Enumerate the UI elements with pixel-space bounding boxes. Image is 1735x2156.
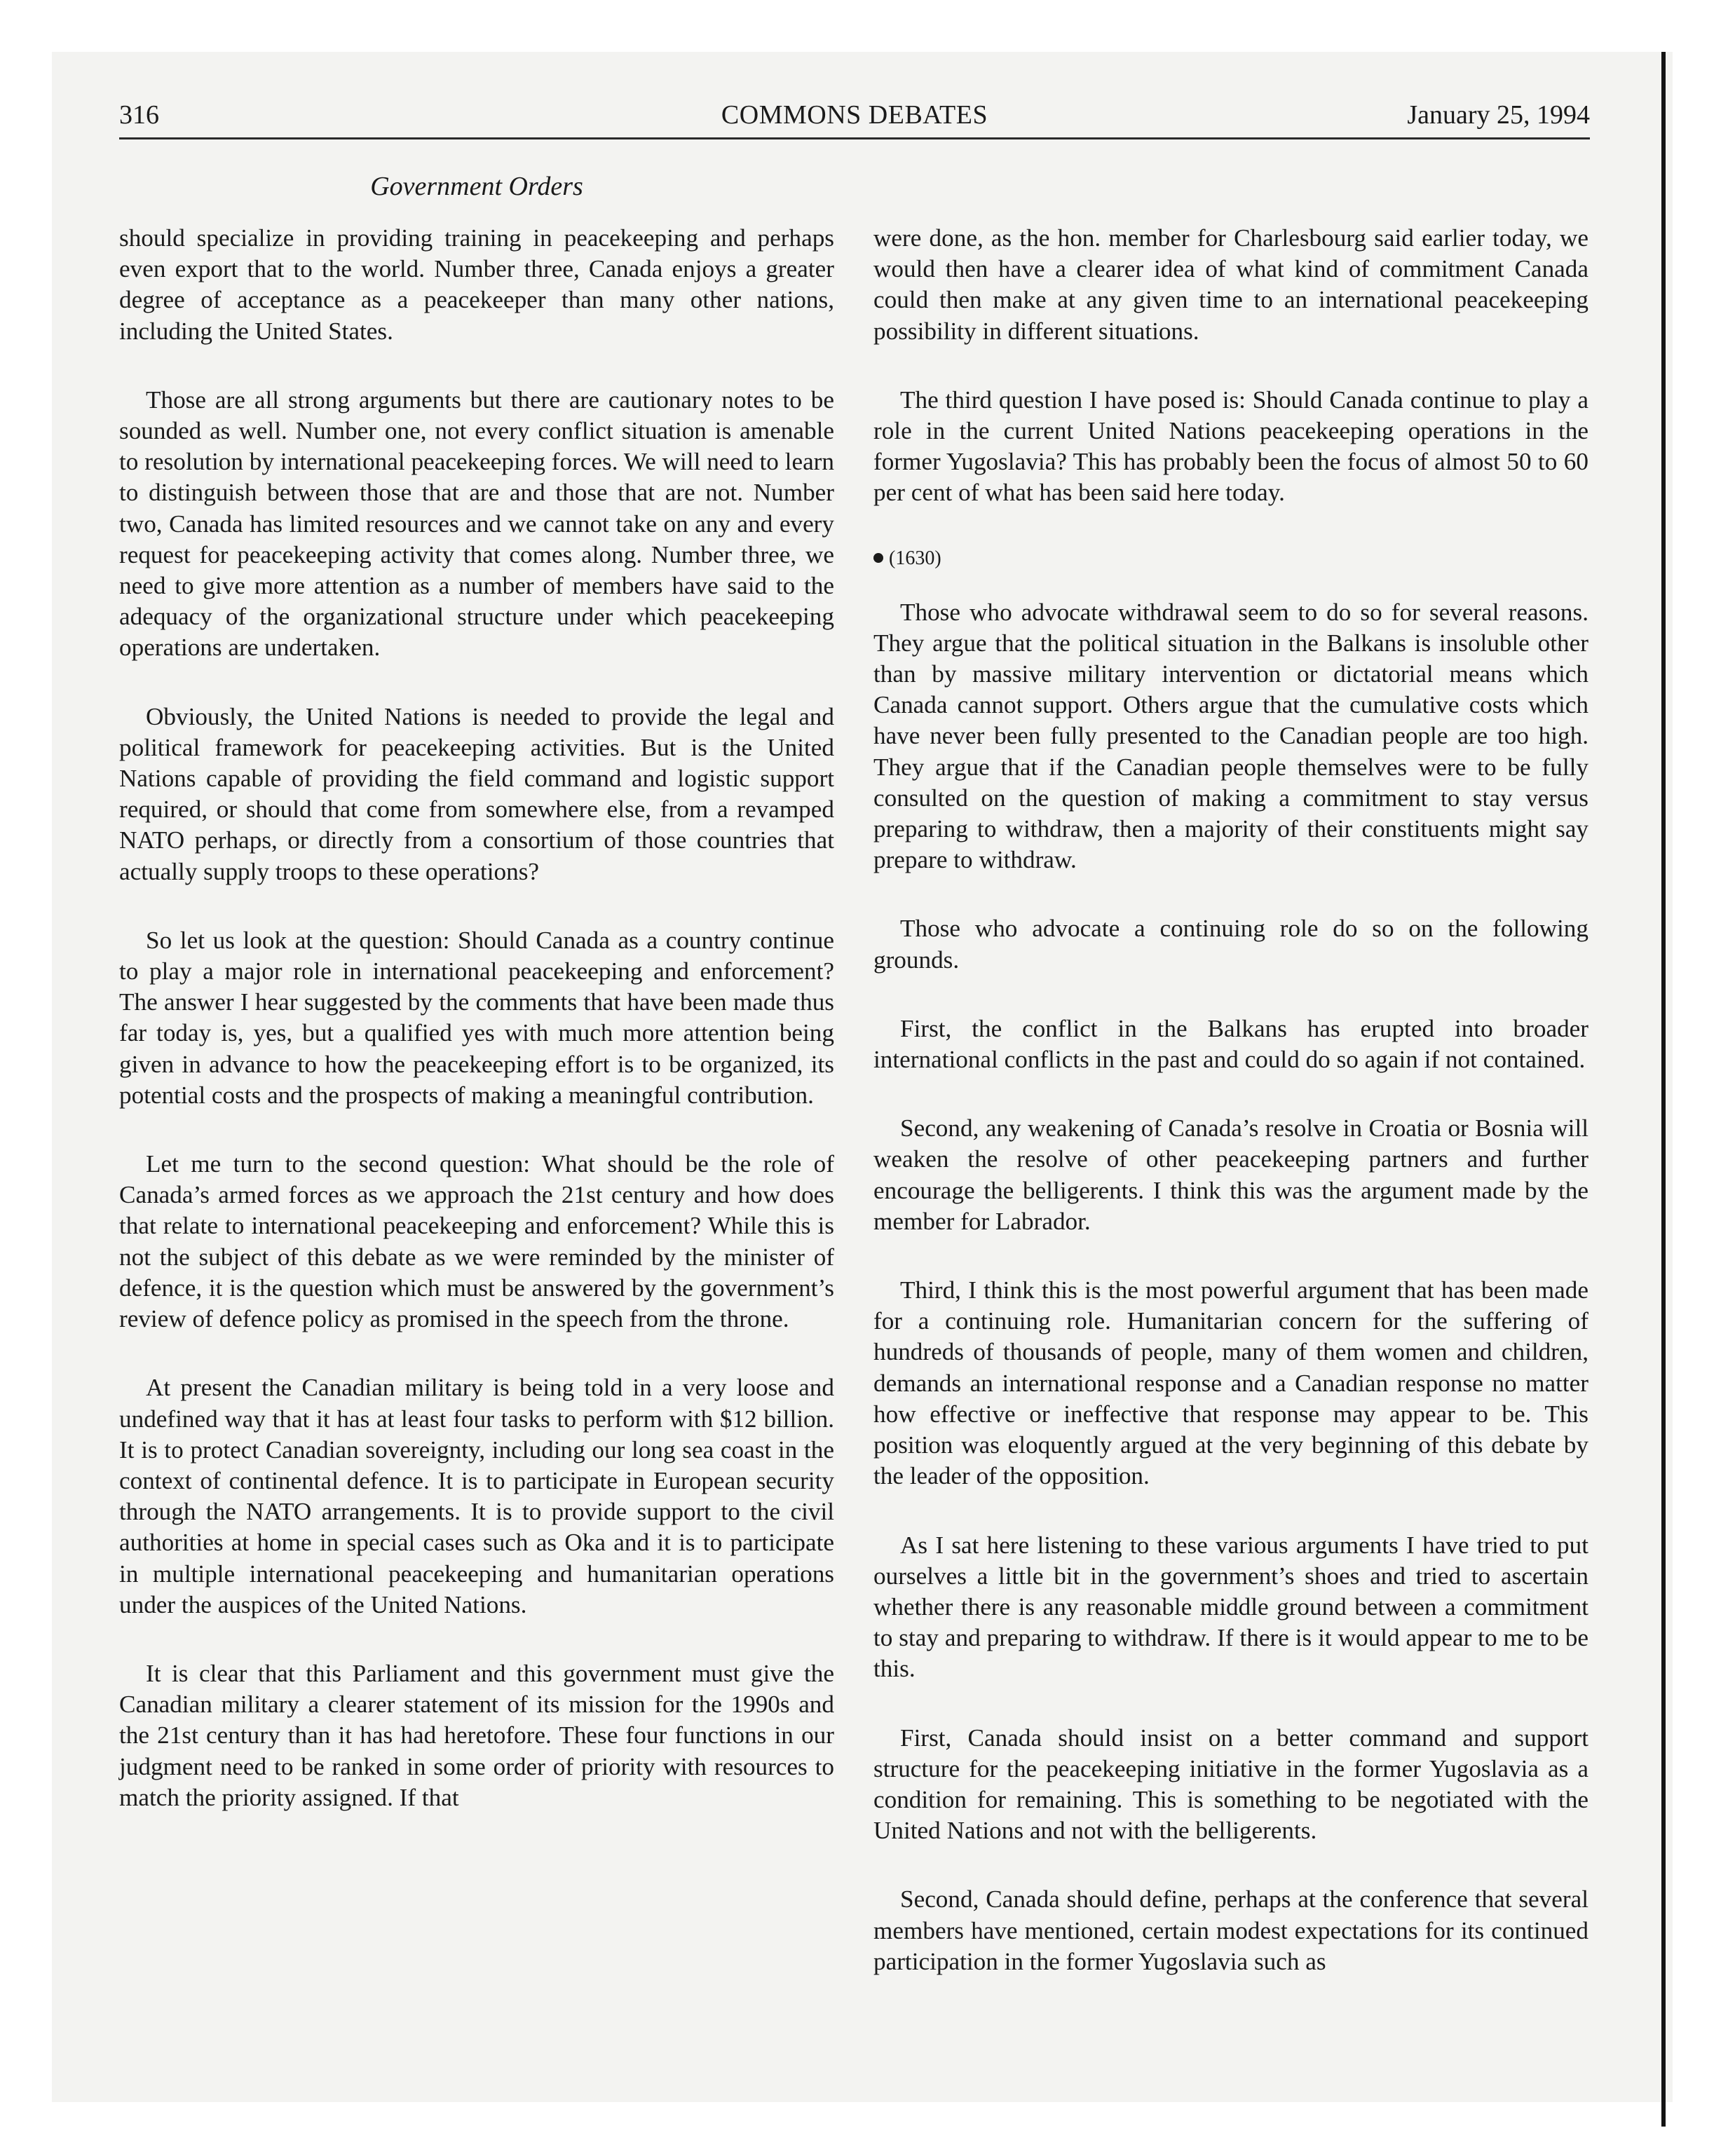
paragraph: Let me turn to the second question: What should be the role of Canada’s armed forces as we approach the 21st century and how does that relate to international peacekeeping and enforcement? While this is not the subject of this debate as we were reminded by the minister of defence, it is the question which must be answered by the government’s review of defence policy as promised in the speech from the throne. bbox=[119, 1150, 834, 1333]
paragraph: Obviously, the United Nations is needed to provide the legal and political framework for peacekeeping activities. But is the United Nations capable of providing the field command and logistic support required, or should that come from somewhere else, from a revamped NATO perhaps, or directly from a consortium of those countries that actually supply troops to these operations? bbox=[119, 702, 834, 885]
right-column bbox=[873, 223, 1588, 2015]
paragraph: Third, I think this is the most powerful argument that has been made for a continuing role. Humanitarian concern for the suffering of hundreds of thousands of people, many of them women and children, demands an international response and a Canadian response no matter how effective or ineffective that response may appear to be. This position was eloquently argued at the very beginning of this debate by the leader of the opposition. bbox=[873, 1276, 1588, 1490]
running-header bbox=[119, 100, 1590, 140]
header-divider bbox=[119, 137, 1590, 139]
paragraph: were done, as the hon. member for Charlesbourg said earlier today, we would then have a clearer idea of what kind of commitment Canada could then make at any given time to an international peacekeeping possibility in different situations. bbox=[873, 224, 1588, 345]
paragraph: First, Canada should insist on a better command and support structure for the peacekeeping initiative in the former Yugoslavia as a condition for remaining. This is something to be negotiated with the United Nations and not with the belligerents. bbox=[873, 1724, 1588, 1845]
paragraph: As I sat here listening to these various arguments I have tried to put ourselves a little bit in the government’s shoes and tried to ascertain whether there is any reasonable middle ground between a commitment to stay and preparing to withdraw. If there is it would appear to me to be this. bbox=[873, 1531, 1588, 1683]
paragraph: Second, any weakening of Canada’s resolve in Croatia or Bosnia will weaken the resolve of other peacekeeping partners and further encourage the belligerents. I think this was the argument made by the member for Labrador. bbox=[873, 1114, 1588, 1235]
publication-title: COMMONS DEBATES bbox=[721, 100, 988, 130]
paragraph: Second, Canada should define, perhaps at the conference that several members have mentioned, certain modest expectations for its continued participation in the former Yugoslavia such as bbox=[873, 1885, 1588, 1975]
paragraph: So let us look at the question: Should Canada as a country continue to play a major role in international peacekeeping and enforcement? The answer I hear suggested by the comments that have been made thus far today is, yes, but a qualified yes with much more attention being given in advance to how the peacekeeping effort is to be organized, its potential costs and the prospects of making a meaningful contribution. bbox=[119, 926, 834, 1109]
time-marker-text: (1630) bbox=[889, 547, 941, 569]
left-column bbox=[119, 223, 834, 1851]
page-edge-rule bbox=[1661, 52, 1666, 2127]
time-marker bbox=[873, 547, 1588, 571]
page-number: 316 bbox=[119, 100, 159, 130]
paragraph: It is clear that this Parliament and this government must give the Canadian military a clearer statement of its mission for the 1990s and the 21st century than it has had heretofore. These four functions in our judgment need to be ranked in some order of priority with resources to match the priority assigned. If that bbox=[119, 1659, 834, 1811]
publication-date: January 25, 1994 bbox=[1407, 100, 1590, 130]
paragraph: Those are all strong arguments but there are cautionary notes to be sounded as well. Number one, not every conflict situation is amenable to resolution by international peacekeeping forces. We will need to learn to distinguish between those that are and those that are not. Number two, Canada has limited resources and we cannot take on any and every request for peacekeeping activity that comes along. Number three, we need to give more attention as a number of members have said to the adequacy of the organizational structure under which peacekeeping operations are undertaken. bbox=[119, 386, 834, 662]
paragraph: should specialize in providing training in peacekeeping and perhaps even export that to the world. Number three, Canada enjoys a greater degree of acceptance as a peacekeeper than many other nations, including the United States. bbox=[119, 224, 834, 345]
bullet-icon bbox=[873, 553, 883, 563]
section-title: Government Orders bbox=[370, 172, 583, 201]
paragraph: The third question I have posed is: Should Canada continue to play a role in the current United Nations peacekeeping operations in the former Yugoslavia? This has probably been the focus of almost 50 to 60 per cent of what has been said here today. bbox=[873, 386, 1588, 507]
paragraph: Those who advocate a continuing role do so on the following grounds. bbox=[873, 915, 1588, 974]
paragraph: First, the conflict in the Balkans has erupted into broader international conflicts in the past and could do so again if not contained. bbox=[873, 1014, 1588, 1074]
paragraph: At present the Canadian military is being told in a very loose and undefined way that it has at least four tasks to perform with $12 billion. It is to protect Canadian sovereignty, including our long sea coast in the context of continental defence. It is to participate in European security through the NATO arrangements. It is to provide support to the civil authorities at home in special cases such as Oka and it is to participate in multiple international peacekeeping and humanitarian operations under the auspices of the United Nations. bbox=[119, 1374, 834, 1618]
paragraph: Those who advocate withdrawal seem to do so for several reasons. They argue that the political situation in the Balkans is insoluble other than by massive military intervention or dictatorial means which Canada cannot support. Others argue that the cumulative costs which have never been fully presented to the Canadian people are too high. They argue that if the Canadian people themselves were to be fully consulted on the question of making a commitment to stay versus preparing to withdraw, then a majority of their constituents might say prepare to withdraw. bbox=[873, 598, 1588, 874]
